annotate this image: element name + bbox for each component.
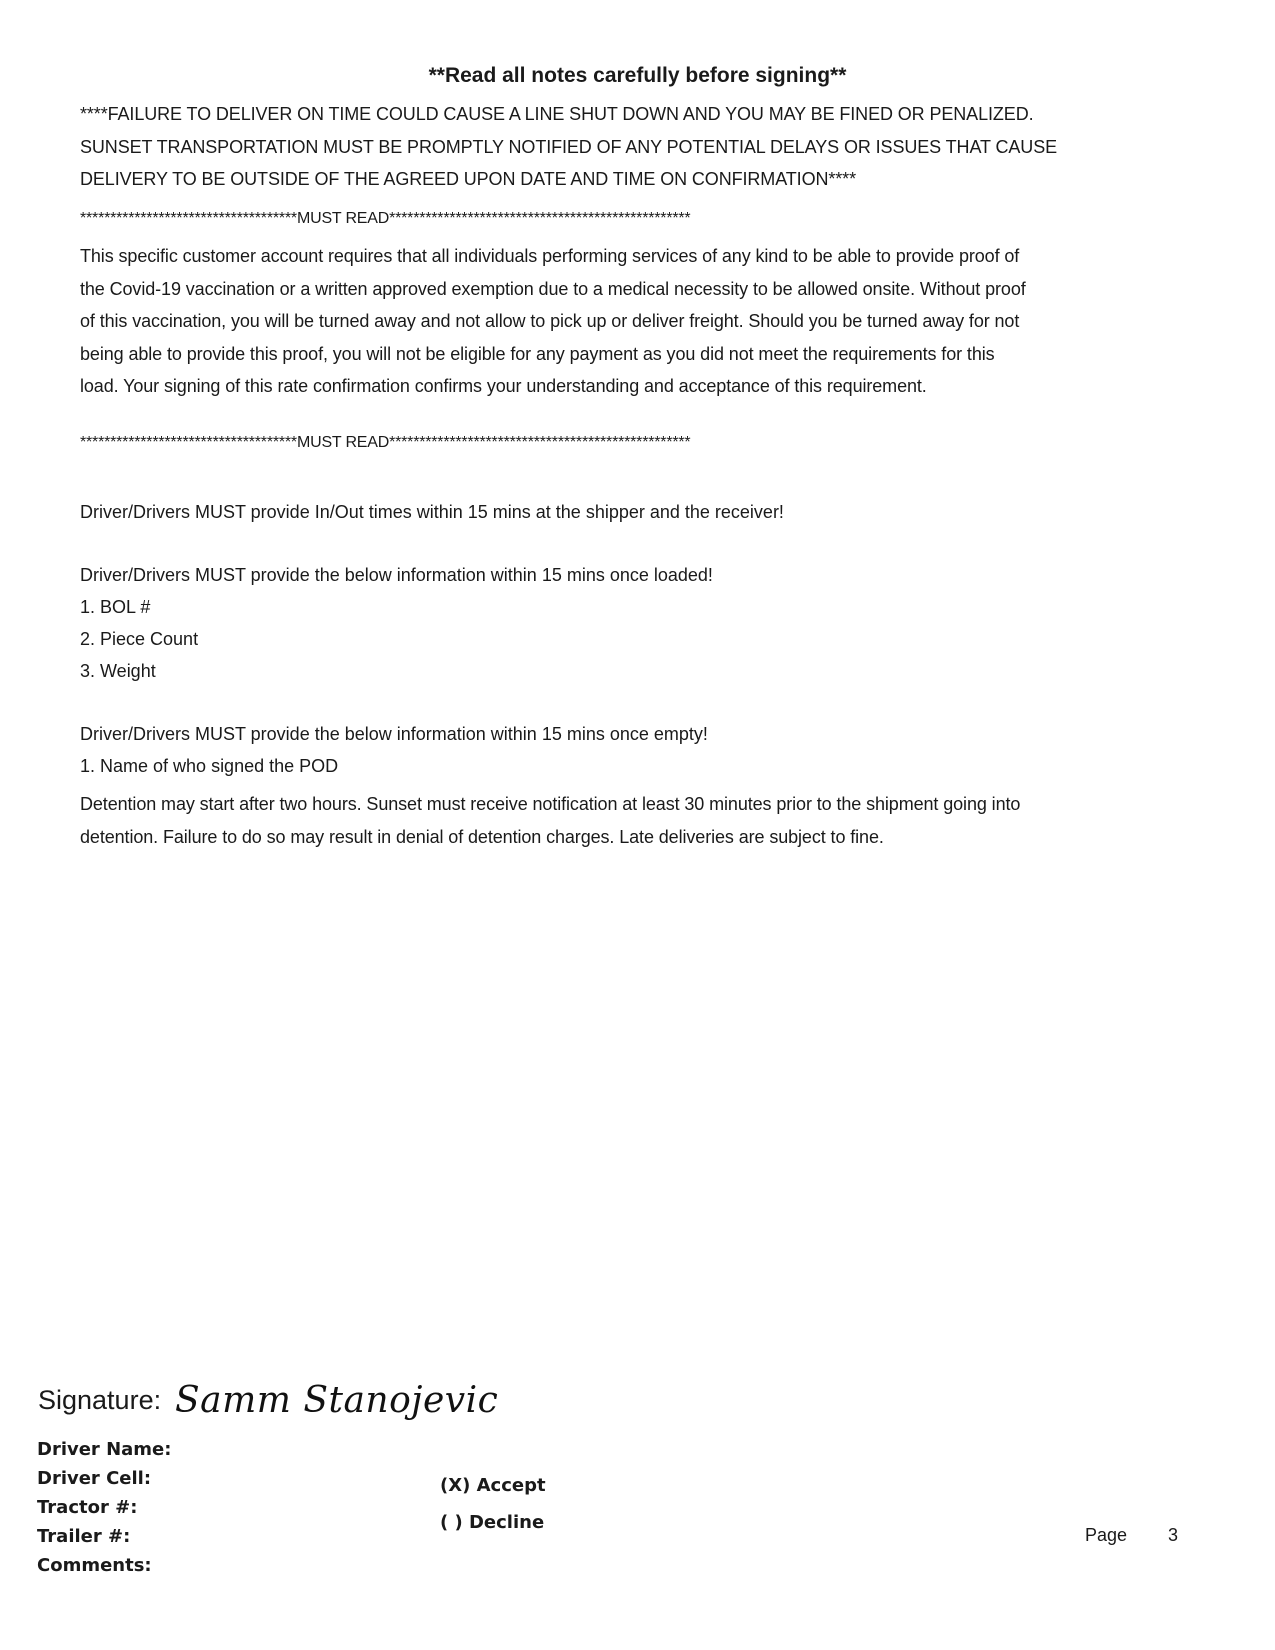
page-number: 3: [1168, 1525, 1179, 1545]
list-item: 1. BOL #: [80, 597, 151, 617]
in-out-times-note: Driver/Drivers MUST provide In/Out times within 15 mins at the shipper and the receiver!: [80, 502, 784, 522]
vaccination-requirement: [80, 240, 1210, 403]
signature-label: Signature:: [38, 1385, 162, 1415]
must-read-banner: ************************************MUST READ**************************************************: [80, 434, 691, 451]
detention-line: Detention may start after two hours. Sunset must receive notification at least 30 minutes prior to the shipment going into: [80, 794, 1021, 814]
list-item: 2. Piece Count: [80, 629, 199, 649]
detention-note: [80, 788, 1210, 853]
loaded-info-note: Driver/Drivers MUST provide the below information within 15 mins once loaded!: [80, 565, 713, 585]
accept-option[interactable]: (X) Accept: [440, 1475, 546, 1496]
list-item: 3. Weight: [80, 661, 156, 681]
warning-line: DELIVERY TO BE OUTSIDE OF THE AGREED UPON DATE AND TIME ON CONFIRMATION****: [80, 169, 856, 189]
page-label: Page: [1085, 1525, 1128, 1545]
comments-label: Comments:: [37, 1555, 152, 1576]
vaccination-line: load. Your signing of this rate confirmation confirms your understanding and acceptance of this requirement.: [80, 376, 927, 396]
empty-info-note: Driver/Drivers MUST provide the below information within 15 mins once empty!: [80, 724, 708, 744]
vaccination-line: being able to provide this proof, you will not be eligible for any payment as you did not meet the requirements for this: [80, 343, 995, 364]
trailer-label: Trailer #:: [37, 1526, 131, 1547]
tractor-label: Tractor #:: [37, 1497, 138, 1518]
late-delivery-warning: [80, 98, 1210, 196]
driver-name-label: Driver Name:: [37, 1439, 172, 1460]
driver-cell-label: Driver Cell:: [37, 1468, 152, 1489]
detention-line: detention. Failure to do so may result in denial of detention charges. Late deliveries are subject to fine.: [80, 826, 884, 847]
signature: Samm Stanojevic: [175, 1380, 499, 1421]
vaccination-line: the Covid-19 vaccination or a written approved exemption due to a medical necessity to be allowed onsite. Without proof: [80, 278, 1026, 299]
decline-option[interactable]: ( ) Decline: [440, 1512, 545, 1533]
warning-line: ****FAILURE TO DELIVER ON TIME COULD CAUSE A LINE SHUT DOWN AND YOU MAY BE FINED OR PENALIZED.: [80, 104, 1034, 124]
list-item: 1. Name of who signed the POD: [80, 756, 339, 776]
must-read-banner: ************************************MUST READ**************************************************: [80, 210, 691, 227]
page-title: **Read all notes carefully before signing**: [428, 64, 847, 87]
vaccination-line: This specific customer account requires that all individuals performing services of any kind to be able to provide proof of: [80, 246, 1020, 266]
warning-line: SUNSET TRANSPORTATION MUST BE PROMPTLY NOTIFIED OF ANY POTENTIAL DELAYS OR ISSUES THAT CAUSE: [80, 136, 1058, 157]
vaccination-line: of this vaccination, you will be turned away and not allow to pick up or deliver freight. Should you be turned away for not: [80, 311, 1020, 331]
